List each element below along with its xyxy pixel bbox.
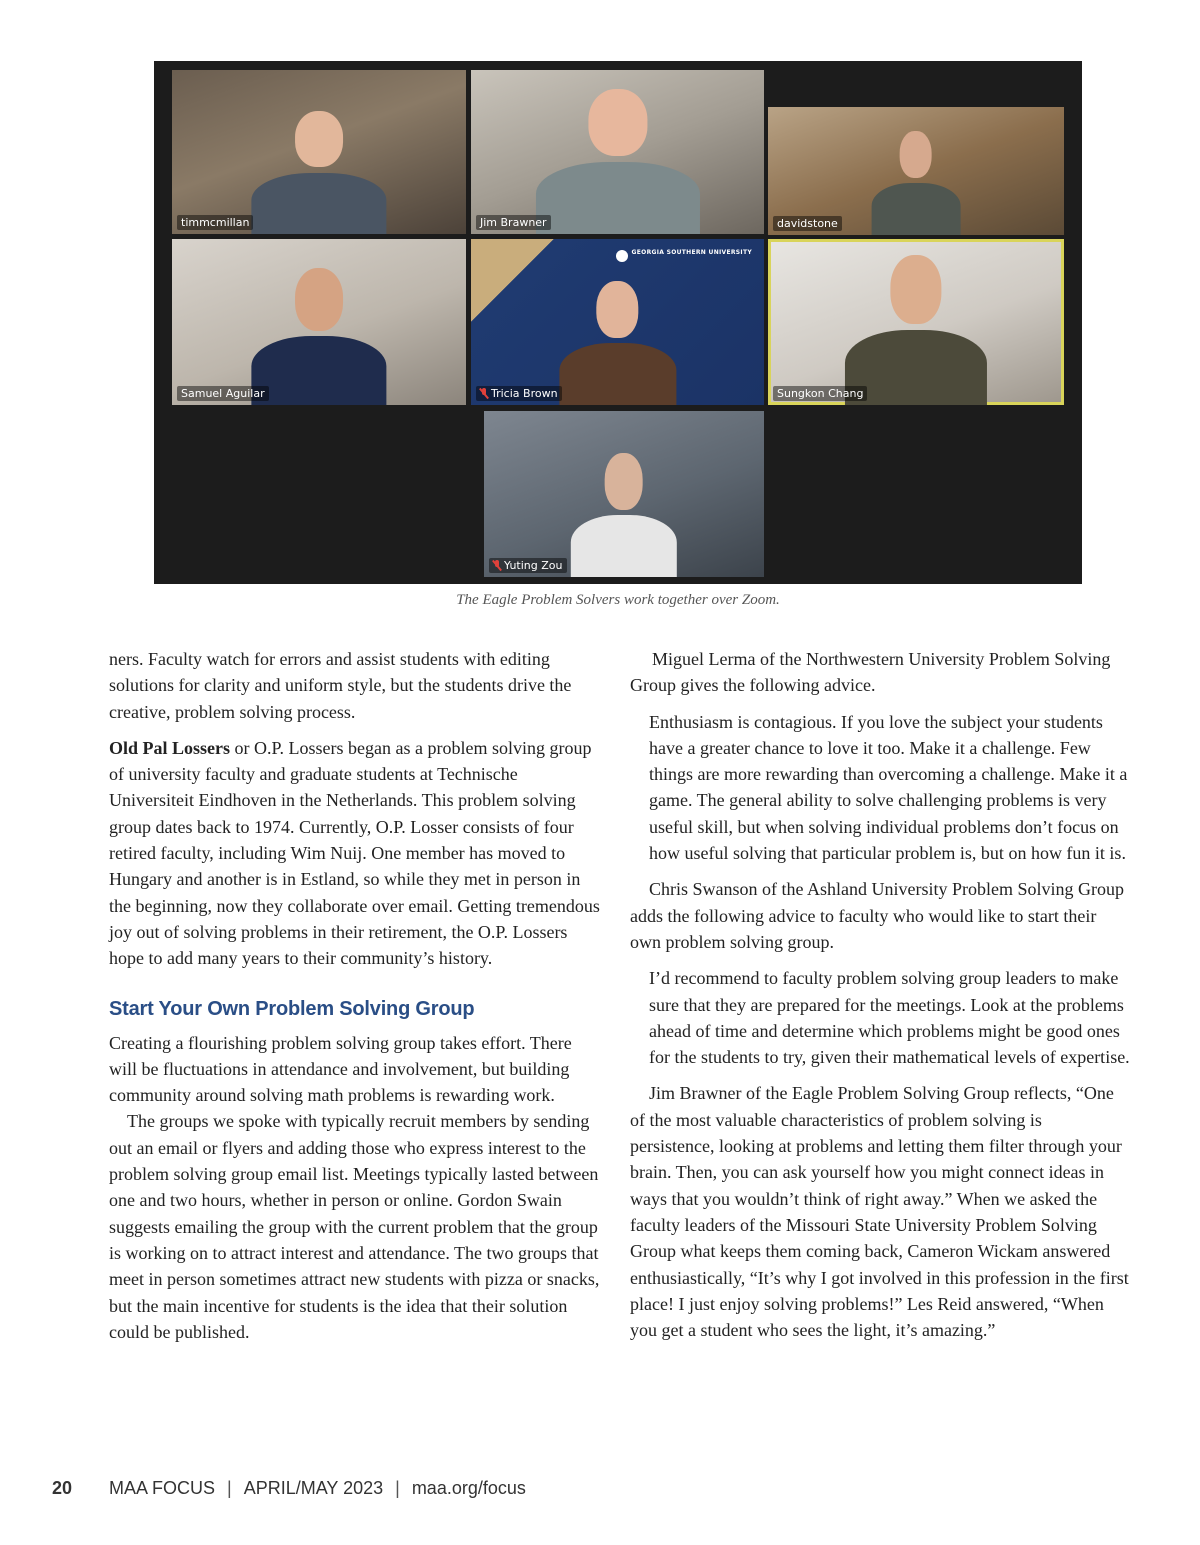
paragraph: Creating a flourishing problem solving group takes effort. There will be fluctuations in attendance and involvement, but building community around solving math problems is rewarding work. (109, 1032, 572, 1106)
footer-separator: | (227, 1478, 232, 1498)
page-footer (52, 1478, 526, 1499)
left-column (109, 646, 604, 1345)
video-tile (172, 239, 466, 405)
block-quote: I’d recommend to faculty problem solving group leaders to make sure that they are prepared for the meetings. Look at the problems ahead of time and determine which problems might be good ones for the students to try, given their mathematical levels of expertise. (649, 968, 1130, 1068)
right-column (630, 646, 1130, 1353)
zoom-gallery-photo (154, 61, 1082, 584)
participant-figure (535, 83, 699, 234)
video-tile-active-speaker (768, 239, 1064, 405)
video-tile (471, 239, 764, 405)
video-tile (484, 411, 764, 577)
participant-figure (872, 126, 961, 235)
participant-figure (251, 262, 386, 405)
paragraph: Miguel Lerma of the Northwestern University Problem Solving Group gives the following advice. (630, 649, 1111, 696)
participant-name-label: Tricia Brown (476, 386, 562, 401)
participant-name-label: timmcmillan (177, 215, 253, 230)
video-tile (471, 70, 764, 234)
page-number: 20 (52, 1478, 73, 1498)
paragraph: The groups we spoke with typically recruit members by sending out an email or flyers and adding those who express interest to the problem solving group email list. Meetings typically lasted between one and two hours, whether in person or online. Gordon Swain suggests emailing the group with the current problem that the group is working on to attract interest and attendance. The two groups that meet in person sometimes attract new students with pizza or snacks, but the main incentive for students is the idea that their solution could be published. (109, 1111, 600, 1342)
participant-figure (251, 106, 386, 234)
mic-muted-icon (493, 560, 501, 571)
section-heading: Start Your Own Problem Solving Group (109, 997, 475, 1020)
block-quote: Enthusiasm is contagious. If you love the subject your students have a greater chance to love it too. Make it a challenge. Few things are more rewarding than overcoming a challenge. Make it a game. The general ability to solve challenging problems is very useful skill, but when solving individual problems don’t focus on how useful solving that particular problem is, but on how fun it is. (649, 711, 1128, 864)
paragraph: Old Pal Lossers or O.P. Lossers began as a problem solving group of university faculty and graduate students at Technische Universiteit Eindhoven in the Netherlands. This problem solving group dates back to 1974. Currently, O.P. Losser consists of four retired faculty, including Wim Nuij. One member has moved to Hungary and another is in Estland, so while they met in person in the beginning, now they collaborate over email. Getting tremendous joy out of solving problems in their retirement, the O.P. Lossers hope to add many years to their community’s history. (109, 737, 600, 969)
publication-name: MAA FOCUS (109, 1478, 216, 1498)
bold-term: Old Pal Lossers (109, 737, 231, 758)
video-tile (768, 107, 1064, 235)
paragraph: Chris Swanson of the Ashland University Problem Solving Group adds the following advice to faculty who would like to start their own problem solving group. (630, 879, 1124, 952)
paragraph: Jim Brawner of the Eagle Problem Solving Group reflects, “One of the most valuable characteristics of problem solving is persistence, looking at problems and letting them filter through your brain. Then, you can ask yourself how you might connect ideas in ways that you wouldn’t think of right away.” When we asked the faculty leaders of the Missouri State University Problem Solving Group what keeps them coming back, Cameron Wickam answered enthusiastically, “It’s why I got involved in this profession in the first place! I just enjoy solving problems!” Les Reid answered, “When you get a student who sees the light, it’s amazing.” (630, 1083, 1129, 1341)
footer-separator: | (395, 1478, 400, 1498)
issue-date: APRIL/MAY 2023 (243, 1478, 384, 1498)
participant-name-label: Yuting Zou (489, 558, 567, 573)
figure-caption: The Eagle Problem Solvers work together over Zoom. (456, 592, 780, 608)
video-tile (172, 70, 466, 234)
participant-figure (571, 448, 677, 577)
paragraph: ners. Faculty watch for errors and assist students with editing solutions for clarity and uniform style, but the students drive the creative, problem solving process. (109, 649, 572, 722)
participant-name-label: davidstone (773, 216, 842, 231)
publication-url: maa.org/focus (411, 1478, 526, 1498)
mic-muted-icon (480, 388, 488, 399)
georgia-southern-logo: GEORGIA SOUTHERN UNIVERSITY (616, 249, 752, 256)
participant-figure (559, 276, 676, 405)
participant-name-label: Samuel Aguilar (177, 386, 269, 401)
participant-name-label: Jim Brawner (476, 215, 551, 230)
participant-name-label: Sungkon Chang (773, 386, 867, 401)
participant-figure (845, 249, 987, 405)
